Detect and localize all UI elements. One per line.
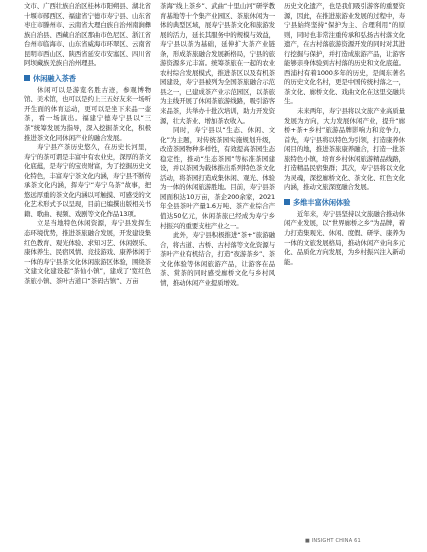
paragraph: 寿宁县产茶历史悠久，在历史长河里，寿宁的茶可谓是丰富中有农业史，深厚的茶文化底蕴，是寿宁的宝贵财富，为了挖掘历史文化特色，丰富寿宁茶文化内涵，寿宁县不断传承茶文化内涵，挥寿宁“寿宁乌茶”故事，把悠远厚重的茶文化内涵以可触摸、可感受的文化艺术形式予以呈现，目前已编撰出版相关书籍、歌曲、视频、戏剧等文化作品13项。 [24, 143, 152, 218]
paragraph: 茶海“线上茶乡”、武曲“十里山河”研学教育基地等十个集产业园区、茶旅休闲为一体的典型区域，展寿宁县茶文化和旅游发展的活力，延长其服务中的规模与效益，寿宁县以茶为基础，延伸扩大茶产业链条，形成茶旅融合发展新格局，宁县的旅游资源多元丰富。统筹茶旅在一起的农业农村综合发展模式，推进茶区以及有机茶园建设，寿宁县被列为全国茶旅融合示范县之一，已建成茶产业示范园区，以茶旅为主线开展了休闲茶旅游线路，吸引游客来品茶，共举办十批次培训，助力开发资源，壮大茶业、增加茶农收入。 [160, 2, 275, 125]
paragraph: 休闲可以是游览名胜古迹，参观博物馆、美术馆，也可以是约上三五好友来一场听开生面的体育运动，更可以是坐下来品一壶茶，看一场演出。福建宁德寿宁县以“三茶”统筹发展为指导，深入挖掘茶文化，积极推进茶文化同休闲产业的融合发展。 [24, 85, 152, 142]
paragraph: 近年来，寿宁县坚持以文旅融合推动休闲产业发展，以“世界廊桥之乡”为品牌，着力打造集观光、休闲、度假、研学、康养为一体的文旅发展格局，推动休闲产业向多元化、品质化方向发展，为乡村振兴注入新动能。 [284, 209, 405, 266]
article-column-2 [160, 2, 275, 288]
page-footer: ■ INSIGHT CHINA 61 [305, 538, 361, 544]
paragraph: 此外，寿宁县积极推进“茶+”旅游融合，将古道、古桥、古村落等文化资源与茶叶产业有机结合，打造“夜游茶乡”、茶文化体验等休闲旅游产品，让游客在品茶、赏茶的同时感受廊桥文化与乡村风情，推动休闲产业提质增效。 [160, 231, 275, 287]
section-heading-leisure-tea: 休闲融入茶香 [24, 74, 151, 84]
section-heading-leisure-experience: 多维丰富休闲体验 [284, 198, 405, 208]
article-column-3 [284, 2, 405, 267]
paragraph: 历史文化遗产，也是我们吸引游客的重要资源，因此，在推进旅游业发展的过程中，寿宁县始终坚持“保护为主、合理利用”的原则，同时也非常注重传承和弘扬古村落文化遗产，在古村落旅游资源开发的同时对其进行挖掘与保护，并打造成旅游产品，让游客能够亲身体验到古村落的历史和文化底蕴。西浦村有着1000多年的历史，是闽东著名的历史文化名村，更是中国传统村落之一，茶文化、廊桥文化、戏曲文化在这里交融共生。 [284, 2, 405, 106]
article-column-1 [24, 2, 151, 286]
paragraph: 同时，寿宁县以“生态、休闲、文化”为主题，对传统茶园实施规划升级，改造茶园物种多样性，有效提高茶园生态稳定性，推动“生态茶园”等标准茶园建设，并以茶园为载体推出系列特色茶文化活动，将茶园打造成集休闲、观光、体验为一体的休闲旅游胜地。目前，寿宁县茶园面积达10万亩，茶企200余家，2021年全县茶叶产量1.6万吨、茶产业综合产值达50亿元，休闲茶旅已经成为寿宁乡村振兴的重要支柱产业之一。 [160, 126, 275, 230]
paragraph: 文市、广西壮族自治区桂林市阳朔县、湖北省十堰市郧西区、福建省宁德市寿宁县、山东省枣庄市滕州市、云南省大理白族自治州南涧彝族自治县、西藏自治区那曲市色尼区、浙江省台州市临海市、山东省威海市环翠区、云南省昆明市西山区、陕西省延安市安塞区、四川省阿坝藏族羌族自治州理县。 [24, 2, 152, 68]
paragraph: 未来两年，寿宁县将以文旅产业高质量发展为方向，大力发展休闲产业，提升“廊桥+茶+乡村”旅游品牌影响力和竞争力，首先，寿宁县将以特色为引领，打造康养休闲目的地，推进茶旅康养融合，打造一批茶旅特色小镇，培育乡村休闲旅游精品线路，打造精品民宿集群；其次，寿宁县将以文化为灵魂，深挖廊桥文化、茶文化、红色文化内涵，推动文旅深度融合发展。 [284, 107, 405, 192]
paragraph: 立足当地特色休闲资源，寿宁县发挥生态环境优势，推进茶旅融合发展，开发建设集红色教育、观光体验、求知习艺、休闲娱乐、康体养生、民宿风情、竞技游戏、康养体闲于一体的寿宁县茶文化休闲旅游区体验，围绕茶文建文化建设起“茶仙小镇”，建成了‘宽红色茶旅小镇、茶叶古道口“茶码古镇”、万亩 [24, 219, 152, 285]
